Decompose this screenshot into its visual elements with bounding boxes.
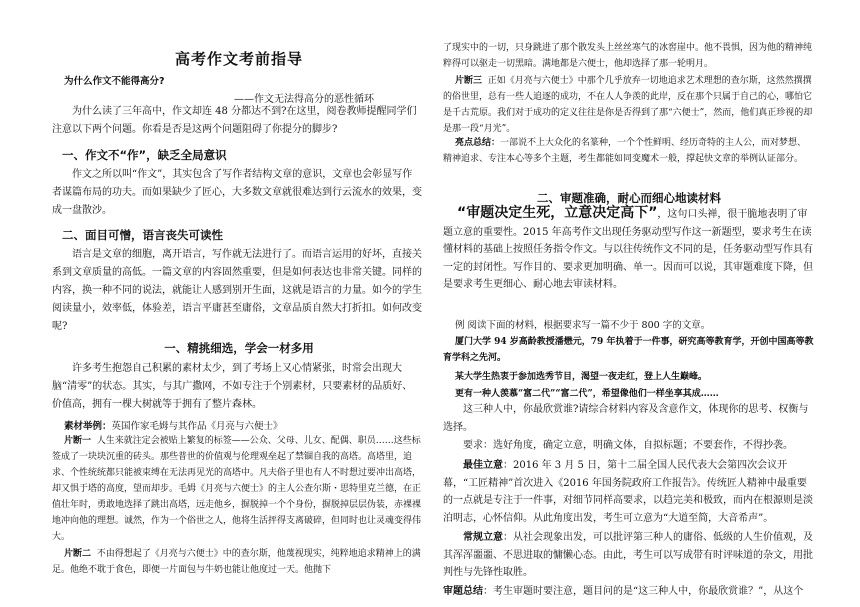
highlight-label: 亮点总结： xyxy=(455,138,501,148)
section-heading-3: 一、精挑细选，学会一材多用 xyxy=(164,341,314,355)
example-material-1: 厦门大学 94 岁高龄教授潘懋元，79 年执着于一件事，研究高等教育学，开创中国高等教育学科之先河。 xyxy=(443,337,814,363)
summary xyxy=(443,583,823,601)
section-heading-4: 二、审题准确，耐心而细心地读材料 xyxy=(537,191,721,205)
highlight-text: 一部说不上大众化的名篆种，一个个性鲜明、经历奇特的主人公，而对梦想、精神追求、专注本心等多个主题，考生都能如同变魔术一般，撑起快文章的举例认证部分。 xyxy=(443,138,807,164)
piece-1 xyxy=(52,433,424,545)
example-prompt: 例 阅读下面的材料，根据要求写一篇不少于 800 字的文章。 xyxy=(455,320,711,331)
material-text: 英国作家毛姆与其作品《月亮与六便士》 xyxy=(111,421,283,432)
section-heading-1: 一、作文不“作”，缺乏全局意识 xyxy=(62,148,227,162)
common-idea xyxy=(443,529,815,582)
quote-paragraph-text: ，这句口头禅，很干脆地表明了审题立意的重要性。2015 年高考作文出现任务驱动型写作这一新题型，要求考生在读懂材料的基础上按照任务指令作文。与以往传统作文不同的是，任务驱动型写作具有一定的封闭性。写作目的、要求更加明确、单一。因而可以说，其审题难度下降，但是要求考生更细心、耐心地去审读材料。 xyxy=(443,209,813,290)
subtitle: ——作文无法得高分的恶性循环 xyxy=(234,94,374,105)
piece-2-label: 片断二 xyxy=(64,549,92,559)
piece-2-continuation: 了现实中的一切，只身跳进了那个散发头上丝丝寒气的冰窖崖中。他不畏惧，因为他的精神纯粹得可以驱走一切黑暗。满地都是六便士，他却选择了那一轮明月。 xyxy=(443,43,813,69)
example-material-3: 更有一种人羡慕“富二代”“富二代”，希望像他们一样坐享其成…… xyxy=(455,389,719,399)
common-idea-text: ：从社会现象出发，可以批评第三种人的庸俗、低级的人生价值观，及其浑浑噩噩、不思进取的慵懒心态。由此，考生可以写成带有时评味道的杂文，用批判性与先锋性取胜。 xyxy=(443,532,813,578)
example-question: 这三种人中，你最欣赏谁?请综合材料内容及含意作文，体现你的思考、权衡与选择。 xyxy=(443,404,809,433)
summary-label: 审题总结 xyxy=(443,586,483,597)
big-quote: “审题决定生死，立意决定高下” xyxy=(457,205,658,221)
document-title: 高考作文考前指导 xyxy=(174,50,303,68)
question-heading: 为什么作文不能得高分? xyxy=(64,76,165,87)
example-requirements: 要求：选好角度，确定立意，明确文体，自拟标题；不要套作，不得抄袭。 xyxy=(463,440,793,451)
piece-3 xyxy=(443,73,815,137)
best-idea xyxy=(443,457,815,527)
piece-3-text: 正如《月亮与六便士》中那个几乎放弃一切地追求艺术理想的查尔斯，这然然撰撰的俗世里，总有一些人追逐的成功，不在人人争羡的此岸，反在那个只属于自己的心，哪怕它是千古荒原。我们对于成功的定义往往是你是否得到了那“六便士”，然而，他们真正珍视的却是那一段“月光”。 xyxy=(443,76,813,134)
best-idea-text: ：2016 年 3 月 5 日，第十二届全国人民代表大会第四次会议开幕，“工匠精神”首次进入《2016 年国务院政府工作报告》。传统匠人精神中最重要的一点就是专注于一件事，对细节同样高要求，以趋完美和极致，而内在根源则是淡泊明志，心怀信仰。从此角度出发，考生可立意为“大道至简，大音希声”。 xyxy=(443,460,813,524)
material-label: 素材举例： xyxy=(64,421,112,432)
section-1-paragraph: 作文之所以叫“作文”，其实包含了写作者结构文章的意识，文章也会彰显写作者谋篇布局的功夫。而如果缺少了匠心，大多数文章就很难达到行云流水的效果，变成一盘散沙。 xyxy=(52,169,422,216)
piece-1-text: 人生来就注定会被贴上繁复的标签——公众、父母、儿女、配偶、职员……这些标签成了一块块沉重的砖头。那些普世的价值观与伦理观垒起了禁锢自我的高塔。高塔里，追求、个性统统都只能被束缚在无法再见光的高塔中。凡夫俗子里也有人不时想过要冲出高塔，却又惧于塔的高度，望而却步。毛姆《月亮与六便士》的主人公查尔斯・思特里克兰德，在正值壮年时，勇敢地选择了跳出高塔，远走他乡，摒脱掉一个个身份，摒脱掉层层伪装，赤裸裸地冲向他的理想。诚然，作为一个俗世之人，他将生活抨得支离破碎，但同时也让灵魂变得伟大。 xyxy=(52,436,422,542)
piece-2 xyxy=(52,546,424,578)
quote-paragraph xyxy=(443,205,815,294)
section-heading-2: 二、面目可憎，语言丧失可读性 xyxy=(62,228,223,242)
section-2-paragraph: 语言是文章的细胞，离开语言，写作就无法进行了。而语言运用的好坏，直接关系到文章质量的高低。一篇文章的内容固然重要，但是如何表达也非常关键。同样的内容，换一种不同的说法，就能让人感到别开生面，这就是语言的力量。如今的学生阅读量小，效率低，体验差，语言平庸甚至庸俗，文章品质自然大打折扣。如何改变呢? xyxy=(52,249,422,332)
material-example xyxy=(64,418,283,432)
piece-2-text: 不由得想起了《月亮与六便士》中的查尔斯，他蔑视现实，纯粹地追求精神上的满足。他绝不耽于食色，即便一片面包与牛奶也能让他度过一天。他抛下 xyxy=(52,549,421,575)
piece-3-label: 片断三 xyxy=(455,76,483,86)
example-material-2: 某大学生热衷于参加选秀节目，渴望一夜走红，登上人生巅峰。 xyxy=(455,372,708,382)
section-3-paragraph: 许多考生抱怨自己积累的素材太少，到了考场上又心情紧张，时常会出现大脑“清零”的状态。其实，与其广撒网，不如专注于个别素材，只要素材的品质好、价值高，拥有一棵大树就等于拥有了整片森林。 xyxy=(52,363,413,410)
summary-text: ：考生审题时要注意，题目问的是“这三种人中，你最欣赏谁？”，从这个 xyxy=(483,586,804,597)
intro-paragraph: 为什么读了三年高中，作文却连 48 分都达不到?在这里，阅卷教师提醒同学们注意以下两个问题。你看是否是这两个问题阻碍了你提分的脚步? xyxy=(52,106,417,135)
piece-1-label: 片断一 xyxy=(64,436,92,446)
common-idea-label: 常规立意 xyxy=(463,532,503,543)
best-idea-label: 最佳立意 xyxy=(463,460,503,471)
highlight-summary xyxy=(443,135,815,167)
